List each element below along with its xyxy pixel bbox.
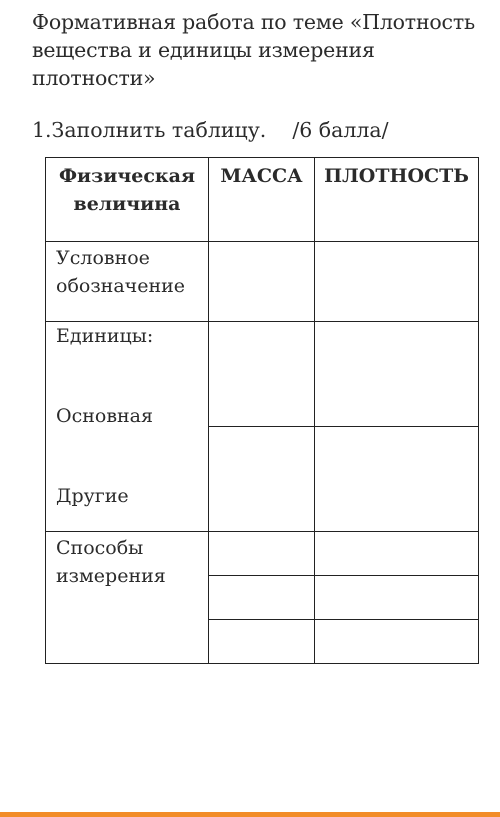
main-unit-label: Основная [56, 405, 153, 427]
table-header-row [46, 158, 479, 242]
cell-mass-method-3[interactable] [209, 620, 315, 664]
table-row-symbol [46, 242, 479, 322]
header-density: ПЛОТНОСТЬ [315, 158, 479, 242]
cell-mass-method-1[interactable] [209, 532, 315, 576]
header-physical-quantity: Физическая величина [46, 158, 209, 242]
row-label-methods: Способы измерения [46, 532, 209, 664]
row-label-symbol: Условное обозначение [46, 242, 209, 322]
cell-mass-main-unit[interactable] [209, 322, 315, 427]
bottom-accent-bar [0, 812, 500, 817]
cell-density-symbol[interactable] [315, 242, 479, 322]
worksheet-title: Формативная работа по теме «Плотность вещества и единицы измерения плотности» [32, 10, 475, 90]
table-row-methods-1 [46, 532, 479, 576]
task-instruction: 1.Заполнить таблицу. /6 балла/ [32, 118, 389, 142]
other-units-label: Другие [56, 485, 129, 507]
fill-in-table [45, 157, 479, 664]
header-mass: МАССА [209, 158, 315, 242]
cell-density-other-units[interactable] [315, 427, 479, 532]
cell-mass-method-2[interactable] [209, 576, 315, 620]
table-row-main-unit [46, 322, 479, 427]
cell-mass-other-units[interactable] [209, 427, 315, 532]
cell-density-method-3[interactable] [315, 620, 479, 664]
cell-mass-symbol[interactable] [209, 242, 315, 322]
units-label: Единицы: [56, 325, 154, 347]
cell-density-main-unit[interactable] [315, 322, 479, 427]
cell-density-method-2[interactable] [315, 576, 479, 620]
row-label-units [46, 322, 209, 532]
cell-density-method-1[interactable] [315, 532, 479, 576]
